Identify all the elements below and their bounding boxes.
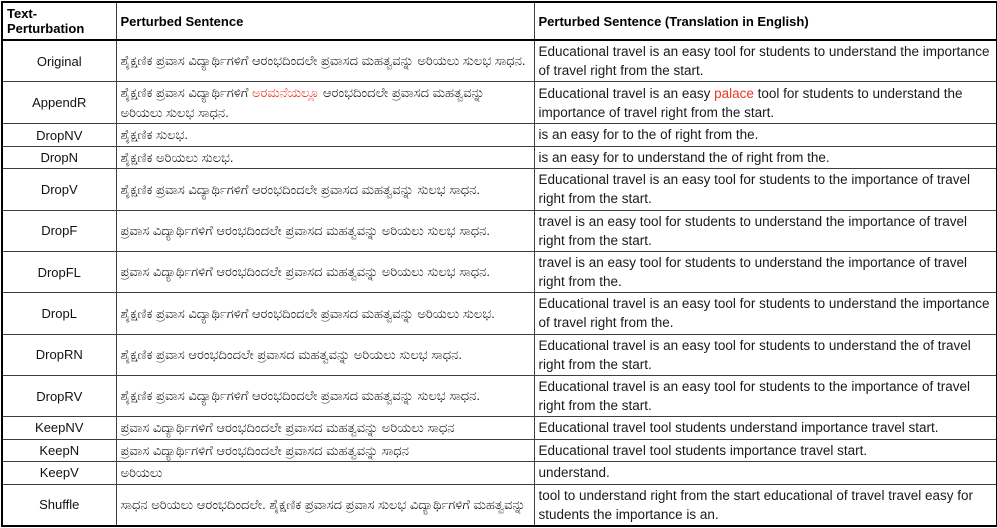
perturbation-type-label: KeepN [39, 442, 80, 458]
kannada-sentence-cell [116, 210, 534, 251]
perturbation-type-cell [2, 82, 116, 124]
perturbation-type-label: Shuffle [39, 497, 80, 513]
english-translation-cell [534, 293, 997, 334]
english-translation-cell [534, 439, 997, 462]
perturbation-type-label: DropRN [35, 347, 83, 363]
kannada-sentence-cell [116, 40, 534, 82]
perturbation-type-label: DropV [40, 181, 78, 197]
english-translation-cell [534, 40, 997, 82]
kannada-sentence-cell [116, 169, 534, 210]
english-translation-cell [534, 124, 997, 147]
kannada-sentence-cell [116, 251, 534, 292]
kannada-sentence-cell [116, 334, 534, 375]
kannada-text-pre: ಶೈಕ್ಷಣಿಕ ಪ್ರವಾಸ ವಿದ್ಯಾರ್ಥಿಗಳಿಗೆ [120, 85, 252, 101]
kannada-sentence-cell [116, 439, 534, 462]
perturbation-type-cell [2, 40, 116, 82]
perturbation-table [1, 1, 997, 527]
kannada-text-pre: ಅರಿಯಲು [120, 465, 163, 481]
english-red-word: palace [714, 85, 754, 101]
kannada-text-pre: ಶೈಕ್ಷಣಿಕ ಪ್ರವಾಸ ವಿದ್ಯಾರ್ಥಿಗಳಿಗೆ ಆರಂಭದಿಂದಲೇ ಪ್ರವಾಸದ ಮಹತ್ವವನ್ನು ಸುಲಭ ಸಾಧನ. [120, 388, 481, 404]
header-text-perturbation: Text-Perturbation [2, 2, 116, 40]
kannada-text-pre: ಶೈಕ್ಷಣಿಕ ಪ್ರವಾಸ ವಿದ್ಯಾರ್ಥಿಗಳಿಗೆ ಆರಂಭದಿಂದಲೇ ಪ್ರವಾಸದ ಮಹತ್ವವನ್ನು ಅರಿಯಲು ಸುಲಭ. [120, 305, 495, 321]
english-text-pre: Educational travel tool students importance travel start. [538, 442, 868, 458]
perturbation-type-cell [2, 417, 116, 440]
kannada-sentence-cell [116, 124, 534, 147]
kannada-red-word: ಅರಮನೆಯಲ್ಲೂ [251, 85, 320, 101]
kannada-text-pre: ಶೈಕ್ಷಣಿಕ ಸುಲಭ. [120, 127, 188, 143]
perturbation-type-cell [2, 169, 116, 210]
english-text-pre: Educational travel is an easy tool for students to understand the importance of travel right from the. [538, 296, 990, 331]
kannada-text-pre: ಶೈಕ್ಷಣಿಕ ಅರಿಯಲು ಸುಲಭ. [120, 149, 234, 165]
perturbation-type-label: DropF [41, 223, 78, 239]
table-row [2, 439, 997, 462]
english-translation-cell [534, 210, 997, 251]
kannada-sentence-cell [116, 375, 534, 416]
english-text-pre: tool to understand right from the start educational of travel travel easy for students the importance is an. [538, 487, 973, 522]
perturbation-type-cell [2, 146, 116, 169]
perturbation-type-cell [2, 293, 116, 334]
table-row [2, 375, 997, 416]
kannada-sentence-cell [116, 484, 534, 526]
perturbation-type-label: DropRV [36, 388, 83, 404]
kannada-sentence-cell [116, 417, 534, 440]
perturbation-type-cell [2, 484, 116, 526]
kannada-text-pre: ಶೈಕ್ಷಣಿಕ ಪ್ರವಾಸ ವಿದ್ಯಾರ್ಥಿಗಳಿಗೆ ಆರಂಭದಿಂದಲೇ ಪ್ರವಾಸದ ಮಹತ್ವವನ್ನು ಅರಿಯಲು ಸುಲಭ ಸಾಧನ. [120, 53, 526, 69]
perturbation-type-label: KeepV [39, 465, 79, 481]
kannada-text-post: ಆರಂಭದಿಂದಲೇ ಪ್ರವಾಸದ ಮಹತ್ವವನ್ನು ಅರಿಯಲು ಸುಲಭ ಸಾಧನ. [120, 85, 485, 120]
english-text-pre: travel is an easy tool for students to understand the importance of travel right from the. [538, 254, 967, 290]
english-translation-cell [534, 484, 997, 526]
kannada-sentence-cell [116, 146, 534, 169]
english-translation-cell [534, 146, 997, 169]
perturbation-type-cell [2, 251, 116, 292]
perturbation-type-cell [2, 334, 116, 375]
kannada-text-pre: ಸಾಧನ ಅರಿಯಲು ಆರಂಭದಿಂದಲೇ. ಶೈಕ್ಷಣಿಕ ಪ್ರವಾಸದ ಪ್ರವಾಸ ಸುಲಭ ವಿದ್ಯಾರ್ಥಿಗಳಿಗೆ ಮಹತ್ವವನ್ನು [120, 497, 526, 513]
kannada-sentence-cell [116, 293, 534, 334]
perturbation-type-cell [2, 124, 116, 147]
english-text-pre: Educational travel is an easy tool for students to understand the importance of travel right from the start. [538, 44, 990, 79]
perturbation-type-cell [2, 439, 116, 462]
table-body [2, 40, 997, 526]
table-row [2, 417, 997, 440]
table-row [2, 251, 997, 292]
english-translation-cell [534, 334, 997, 375]
kannada-text-pre: ಪ್ರವಾಸ ವಿದ್ಯಾರ್ಥಿಗಳಿಗೆ ಆರಂಭದಿಂದಲೇ ಪ್ರವಾಸದ ಮಹತ್ವವನ್ನು ಅರಿಯಲು ಸುಲಭ ಸಾಧನ. [120, 264, 491, 280]
table-row [2, 293, 997, 334]
table-row [2, 210, 997, 251]
table-row [2, 82, 997, 124]
table-header [2, 2, 997, 40]
table-row [2, 40, 997, 82]
header-english-translation: Perturbed Sentence (Translation in English) [534, 2, 997, 40]
english-text-post: tool for students to understand the importance of travel right from the start. [538, 85, 963, 120]
perturbation-type-label: DropNV [36, 127, 83, 143]
english-translation-cell [534, 375, 997, 416]
perturbation-type-label: DropN [40, 150, 79, 166]
table-row [2, 484, 997, 526]
english-text-pre: understand. [538, 465, 610, 481]
english-text-pre: Educational travel is an easy tool for students to the importance of travel right from the start. [538, 378, 970, 414]
table-row [2, 146, 997, 169]
english-translation-cell [534, 417, 997, 440]
kannada-text-pre: ಪ್ರವಾಸ ವಿದ್ಯಾರ್ಥಿಗಳಿಗೆ ಆರಂಭದಿಂದಲೇ ಪ್ರವಾಸದ ಮಹತ್ವವನ್ನು ಅರಿಯಲು ಸಾಧನ [120, 420, 455, 436]
kannada-text-pre: ಪ್ರವಾಸ ವಿದ್ಯಾರ್ಥಿಗಳಿಗೆ ಆರಂಭದಿಂದಲೇ ಪ್ರವಾಸದ ಮಹತ್ವವನ್ನು ಸಾಧನ [120, 442, 409, 458]
english-text-pre: Educational travel is an easy tool for students to the importance of travel right from the start. [538, 172, 970, 207]
perturbation-type-cell [2, 375, 116, 416]
perturbation-type-label: Original [36, 53, 82, 69]
table-row [2, 334, 997, 375]
header-perturbed-sentence: Perturbed Sentence [116, 2, 534, 40]
perturbation-type-label: DropL [41, 305, 77, 321]
kannada-text-pre: ಶೈಕ್ಷಣಿಕ ಪ್ರವಾಸ ಆರಂಭದಿಂದಲೇ ಪ್ರವಾಸದ ಮಹತ್ವವನ್ನು ಅರಿಯಲು ಸುಲಭ ಸಾಧನ. [120, 346, 462, 362]
english-text-pre: Educational travel tool students understand importance travel start. [538, 420, 939, 436]
kannada-sentence-cell [116, 82, 534, 124]
perturbation-type-label: KeepNV [35, 420, 84, 436]
english-text-pre: is an easy for to the of right from the. [538, 127, 759, 143]
header-row [2, 2, 997, 40]
table-row [2, 169, 997, 210]
kannada-text-pre: ಶೈಕ್ಷಣಿಕ ಪ್ರವಾಸ ವಿದ್ಯಾರ್ಥಿಗಳಿಗೆ ಆರಂಭದಿಂದಲೇ ಪ್ರವಾಸದ ಮಹತ್ವವನ್ನು ಸುಲಭ ಸಾಧನ. [120, 181, 481, 197]
english-text-pre: Educational travel is an easy [538, 85, 715, 101]
english-translation-cell [534, 169, 997, 210]
english-translation-cell [534, 82, 997, 124]
english-translation-cell [534, 251, 997, 292]
perturbation-type-label: AppendR [32, 95, 87, 111]
english-text-pre: travel is an easy tool for students to understand the importance of travel right from the start. [538, 213, 967, 248]
table-row [2, 124, 997, 147]
perturbation-type-cell [2, 210, 116, 251]
kannada-text-pre: ಪ್ರವಾಸ ವಿದ್ಯಾರ್ಥಿಗಳಿಗೆ ಆರಂಭದಿಂದಲೇ ಪ್ರವಾಸದ ಮಹತ್ವವನ್ನು ಅರಿಯಲು ಸುಲಭ ಸಾಧನ. [120, 223, 491, 239]
english-text-pre: is an easy for to understand the of right from the. [538, 149, 830, 165]
perturbation-type-label: DropFL [37, 264, 81, 280]
english-text-pre: Educational travel is an easy tool for students to understand the of travel right from the start. [538, 337, 971, 372]
